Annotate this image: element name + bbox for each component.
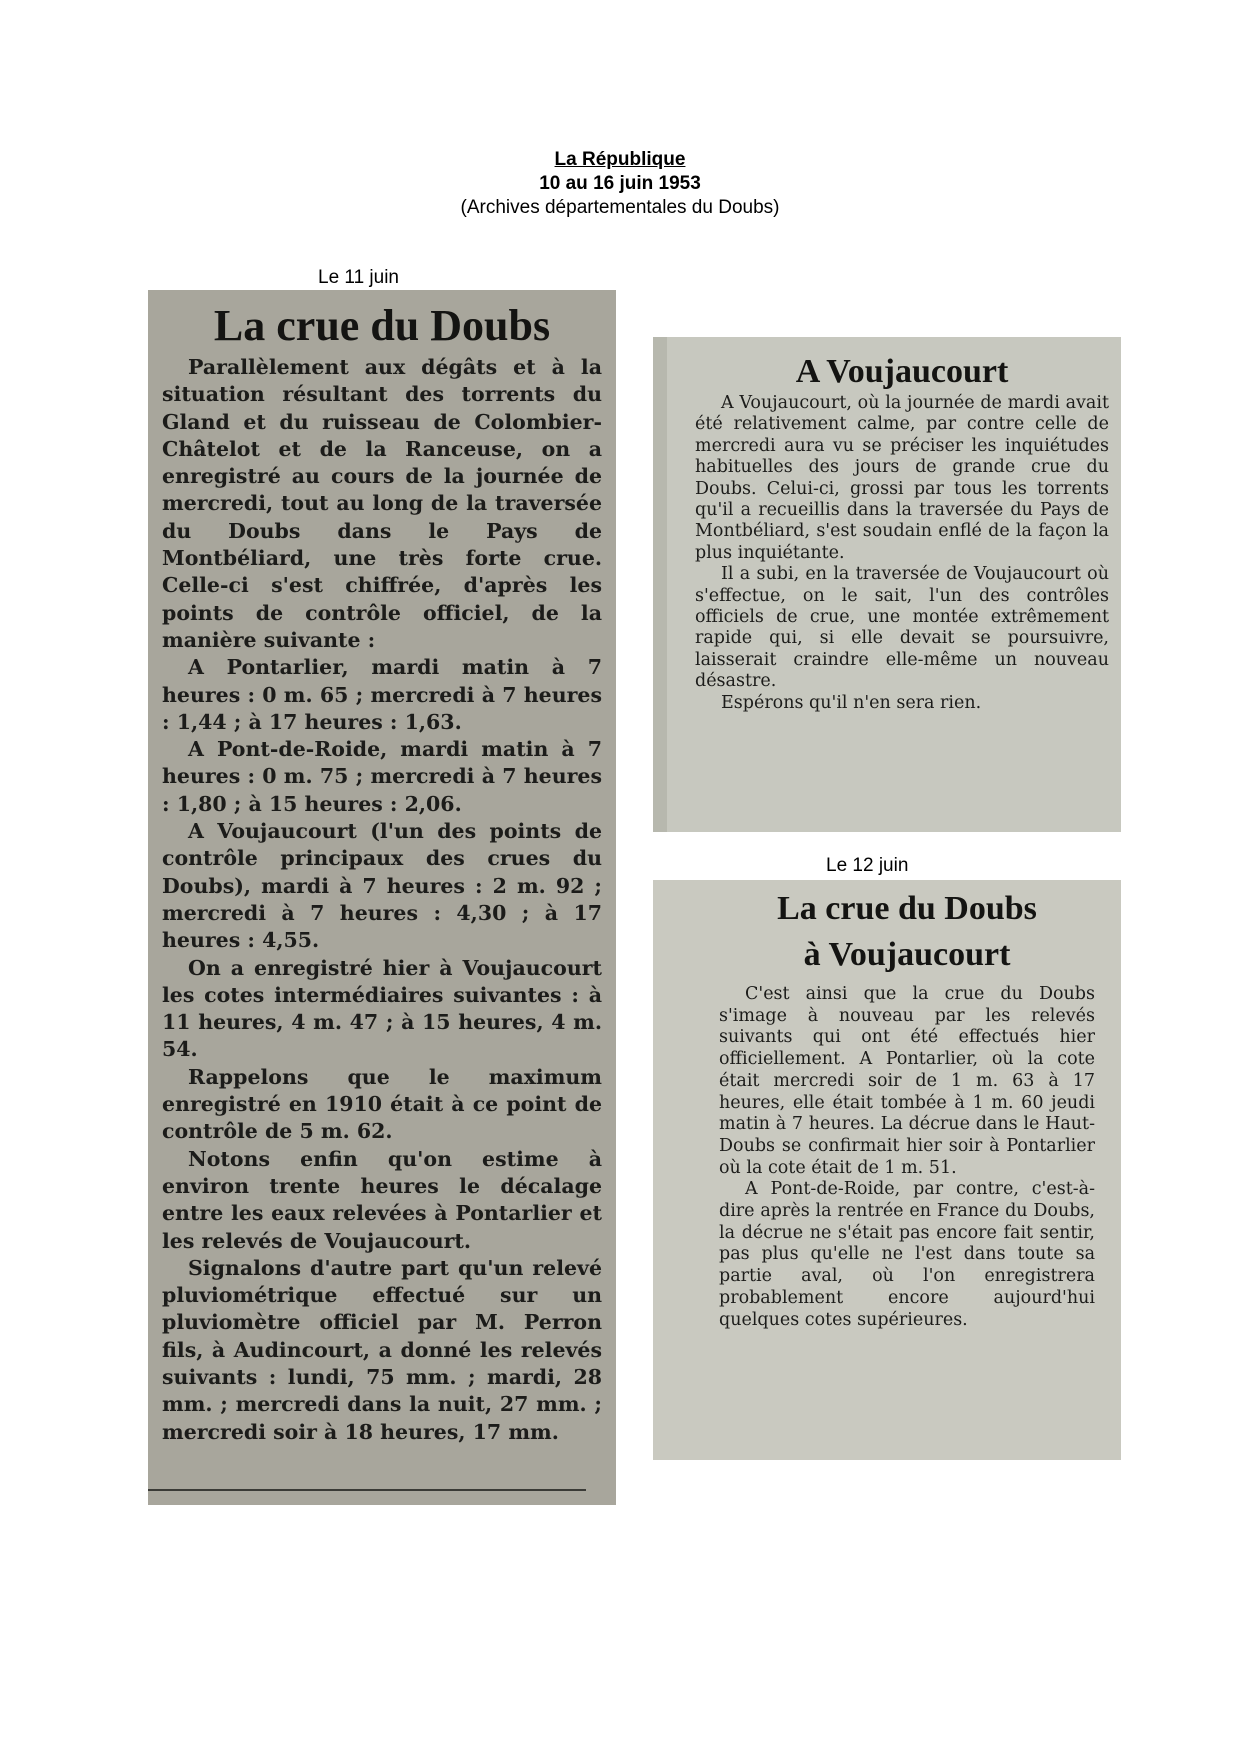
paragraph: A Pontarlier, mardi matin à 7 heures : 0 m. 65 ; mercredi à 7 heures : 1,44 ; à 17 heures : 1,63. (162, 655, 602, 734)
paragraph: Espérons qu'il n'en sera rien. (721, 692, 982, 713)
clipping-body (695, 393, 1109, 714)
clipping-body (719, 984, 1095, 1331)
paragraph: A Pont-de-Roide, mardi matin à 7 heures : 0 m. 75 ; mercredi à 7 heures : 1,80 ; à 15 heures : 2,06. (162, 737, 602, 816)
clipping-title-line-1: La crue du Doubs (777, 890, 1037, 927)
archive-source: (Archives départementales du Doubs) (460, 197, 780, 218)
paragraph: On a enregistré hier à Voujaucourt les cotes intermédiaires suivantes : à 11 heures, 4 m. 47 ; à 15 heures, 4 m. 54. (162, 955, 602, 1062)
paragraph: Rappelons que le maximum enregistré en 1910 était à ce point de contrôle de 5 m. 62. (162, 1064, 602, 1144)
paragraph: Signalons d'autre part qu'un relevé pluviométrique effectué sur un pluviomètre officiel par M. Perron fils, à Audincourt, a donné les relevés suivants : lundi, 75 mm. ; mardi, 28 mm. ; mercredi dans la nuit, 27 mm. ; mercredi soir à 18 heures, 17 mm. (162, 1255, 602, 1444)
paragraph: Il a subi, en la traversée de Voujaucourt où s'effectue, on le sait, l'un des contrôles officiels de crue, une montée extrêmement rapide qui, si elle devait se poursuivre, laisserait craindre elle-même un nouveau désastre. (695, 564, 1109, 692)
publication-dates: 10 au 16 juin 1953 (539, 173, 701, 194)
paragraph: Parallèlement aux dégâts et à la situation résultant des torrents du Gland et du ruisseau de Colombier-Châtelot et de la Ranceuse, on a enregistré au cours de la journée de mercredi, tout au long de la traversée du Doubs dans le Pays de Montbéliard, une très forte crue. Celle-ci s'est chiffrée, d'après les points de contrôle officiel, de la manière suivante : (162, 355, 602, 652)
paragraph: A Voujaucourt, où la journée de mardi avait été relativement calme, par contre celle de mercredi aura vu se préciser les inquiétudes habituelles des jours de grande crue du Doubs. Celui-ci, grossi par tous les torrents qu'il a recueillis dans la traversée du Pays de Montbéliard, s'est soudain enflé de la façon la plus inquiétante. (695, 393, 1109, 563)
paragraph: A Voujaucourt (l'un des points de contrôle principaux des crues du Doubs), mardi à 7 heures : 2 m. 92 ; mercredi à 7 heures : 4,30 ; à 17 heures : 4,55. (162, 819, 602, 953)
paragraph: Notons enfin qu'on estime à environ trente heures le décalage entre les eaux relevées à Pontarlier et les relevés de Voujaucourt. (162, 1146, 602, 1253)
clipping-title: A Voujaucourt (795, 353, 1009, 390)
clipping-la-crue-du-doubs (148, 290, 616, 1505)
paragraph: C'est ainsi que la crue du Doubs s'image à nouveau par les relevés suivants qui ont été effectués hier officiellement. A Pontarlier, où la cote était mercredi soir de 1 m. 63 à 17 heures, elle était tombée à 1 m. 60 jeudi matin à 7 heures. La décrue dans le Haut-Doubs se confirmait hier soir à Pontarlier où la cote était de 1 m. 51. (719, 984, 1095, 1178)
adjacent-column-edge (653, 337, 667, 832)
clipping-a-voujaucourt (653, 337, 1121, 832)
caption-june-12: Le 12 juin (826, 855, 909, 876)
clipping-title: La crue du Doubs (213, 301, 551, 350)
page-header (0, 148, 1240, 220)
clipping-la-crue-a-voujaucourt (653, 880, 1121, 1460)
paragraph: A Pont-de-Roide, par contre, c'est-à-dire après la rentrée en France du Doubs, la décrue ne s'était pas encore fait sentir, pas plus qu'elle ne l'est dans toute sa partie aval, où l'on enregistrera probablement encore aujourd'hui quelques cotes supérieures. (719, 1179, 1095, 1330)
clipping-body (162, 354, 602, 1446)
caption-june-11: Le 11 juin (318, 267, 399, 288)
publication-title: La République (554, 149, 686, 170)
column-rule (148, 1489, 586, 1491)
clipping-title-line-2: à Voujaucourt (803, 936, 1011, 973)
